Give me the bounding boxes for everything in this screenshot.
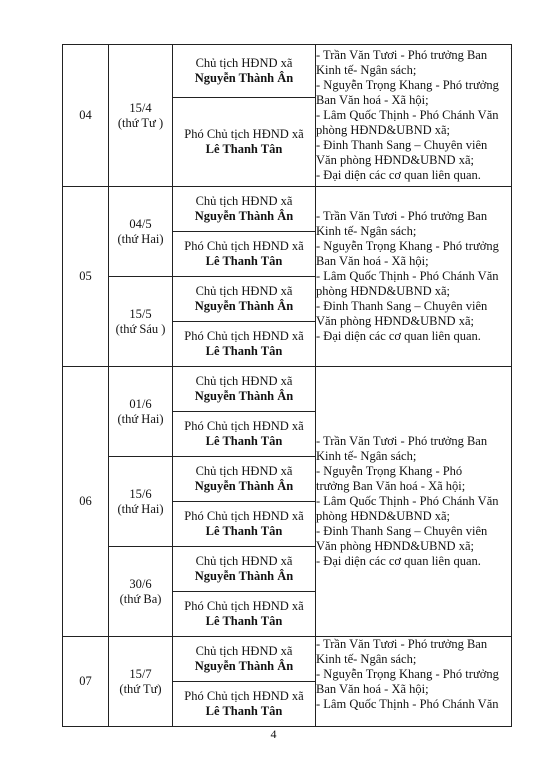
chair-cell — [173, 457, 316, 502]
vice-chair-role: Phó Chủ tịch HĐND xã — [184, 509, 304, 523]
vice-chair-name: Lê Thanh Tân — [205, 704, 283, 718]
chair-role: Chủ tịch HĐND xã — [195, 554, 293, 568]
date-text: 04/5 — [129, 216, 152, 231]
participants-cell — [316, 187, 512, 367]
weekday-text: (thứ Tư ) — [117, 115, 164, 130]
participant-line: Ban Văn hoá - Xã hội; — [316, 93, 429, 107]
chair-role: Chủ tịch HĐND xã — [195, 284, 293, 298]
vice-chair-role: Phó Chủ tịch HĐND xã — [184, 599, 304, 613]
vice-chair-name: Lê Thanh Tân — [205, 142, 283, 156]
vice-chair-cell — [173, 232, 316, 277]
chair-name: Nguyễn Thành Ân — [194, 659, 294, 673]
participant-line: - Nguyễn Trọng Khang - Phó trưởng — [316, 667, 499, 681]
vice-chair-role: Phó Chủ tịch HĐND xã — [184, 329, 304, 343]
vice-chair-role: Phó Chủ tịch HĐND xã — [184, 419, 304, 433]
vice-chair-role: Phó Chủ tịch HĐND xã — [184, 689, 304, 703]
month-cell: 04 — [63, 45, 109, 187]
vice-chair-name: Lê Thanh Tân — [205, 344, 283, 358]
weekday-text: (thứ Ba) — [119, 591, 162, 606]
participant-line: Ban Văn hoá - Xã hội; — [316, 254, 429, 268]
date-cell — [109, 637, 173, 727]
month-cell: 06 — [63, 367, 109, 637]
participant-line: phòng HĐND&UBND xã; — [316, 123, 451, 137]
participant-line: - Nguyễn Trọng Khang - Phó trưởng — [316, 78, 499, 92]
participants-cell — [316, 367, 512, 637]
participant-line: Kinh tế- Ngân sách; — [316, 224, 417, 238]
participant-line: - Trần Văn Tươi - Phó trưởng Ban — [316, 434, 488, 448]
chair-cell — [173, 277, 316, 322]
vice-chair-role: Phó Chủ tịch HĐND xã — [184, 239, 304, 253]
participant-line: phòng HĐND&UBND xã; — [316, 284, 451, 298]
chair-cell — [173, 187, 316, 232]
participant-line: phòng HĐND&UBND xã; — [316, 509, 451, 523]
participant-line: - Nguyễn Trọng Khang - Phó trưởng — [316, 239, 499, 253]
participant-line: - Lâm Quốc Thịnh - Phó Chánh Văn — [316, 108, 499, 122]
date-cell — [109, 547, 173, 637]
participant-line: - Nguyễn Trọng Khang - Phó — [316, 464, 463, 478]
date-cell — [109, 277, 173, 367]
vice-chair-cell — [173, 412, 316, 457]
participant-line: Văn phòng HĐND&UBND xã; — [316, 314, 474, 328]
vice-chair-name: Lê Thanh Tân — [205, 434, 283, 448]
vice-chair-cell — [173, 682, 316, 727]
participant-line: - Lâm Quốc Thịnh - Phó Chánh Văn — [316, 269, 499, 283]
table-row — [63, 45, 512, 98]
date-text: 01/6 — [129, 396, 152, 411]
participant-line: Kinh tế- Ngân sách; — [316, 63, 417, 77]
chair-cell — [173, 547, 316, 592]
participant-line: - Đinh Thanh Sang – Chuyên viên — [316, 138, 488, 152]
participant-line: Văn phòng HĐND&UBND xã; — [316, 539, 474, 553]
table-row — [63, 367, 512, 412]
chair-role: Chủ tịch HĐND xã — [195, 374, 293, 388]
chair-role: Chủ tịch HĐND xã — [195, 644, 293, 658]
vice-chair-name: Lê Thanh Tân — [205, 614, 283, 628]
chair-role: Chủ tịch HĐND xã — [195, 464, 293, 478]
page-number: 4 — [270, 727, 277, 741]
participants-cell — [316, 45, 512, 187]
table-row — [63, 187, 512, 232]
month-cell: 05 — [63, 187, 109, 367]
participant-line: - Đinh Thanh Sang – Chuyên viên — [316, 299, 488, 313]
participant-line: - Đinh Thanh Sang – Chuyên viên — [316, 524, 488, 538]
chair-name: Nguyễn Thành Ân — [194, 479, 294, 493]
date-cell — [109, 187, 173, 277]
table-row — [63, 637, 512, 682]
weekday-text: (thứ Hai) — [117, 231, 164, 246]
participant-line: Văn phòng HĐND&UBND xã; — [316, 153, 474, 167]
participant-line: Kinh tế- Ngân sách; — [316, 449, 417, 463]
date-text: 15/5 — [129, 306, 152, 321]
chair-name: Nguyễn Thành Ân — [194, 569, 294, 583]
participant-line: Kinh tế- Ngân sách; — [316, 652, 417, 666]
date-text: 15/4 — [129, 100, 152, 115]
date-cell — [109, 367, 173, 457]
chair-name: Nguyễn Thành Ân — [194, 299, 294, 313]
weekday-text: (thứ Hai) — [117, 501, 164, 516]
participant-line: - Đại diện các cơ quan liên quan. — [316, 168, 481, 182]
vice-chair-cell — [173, 98, 316, 187]
chair-cell — [173, 367, 316, 412]
chair-role: Chủ tịch HĐND xã — [195, 194, 293, 208]
vice-chair-name: Lê Thanh Tân — [205, 254, 283, 268]
participants-cell — [316, 637, 512, 727]
participant-line: - Trần Văn Tươi - Phó trưởng Ban — [316, 637, 488, 651]
participant-line: - Trần Văn Tươi - Phó trưởng Ban — [316, 209, 488, 223]
month-cell: 07 — [63, 637, 109, 727]
weekday-text: (thứ Tư) — [119, 681, 162, 696]
chair-name: Nguyễn Thành Ân — [194, 209, 294, 223]
participant-line: - Trần Văn Tươi - Phó trưởng Ban — [316, 48, 488, 62]
schedule-table — [62, 44, 512, 727]
date-text: 30/6 — [129, 576, 152, 591]
weekday-text: (thứ Hai) — [117, 411, 164, 426]
vice-chair-cell — [173, 592, 316, 637]
vice-chair-cell — [173, 322, 316, 367]
vice-chair-role: Phó Chủ tịch HĐND xã — [184, 127, 304, 141]
participant-line: Ban Văn hoá - Xã hội; — [316, 682, 429, 696]
date-text: 15/6 — [129, 486, 152, 501]
vice-chair-cell — [173, 502, 316, 547]
date-text: 15/7 — [129, 666, 152, 681]
weekday-text: (thứ Sáu ) — [115, 321, 166, 336]
chair-cell — [173, 45, 316, 98]
chair-cell — [173, 637, 316, 682]
chair-role: Chủ tịch HĐND xã — [195, 56, 293, 70]
participant-line: - Lâm Quốc Thịnh - Phó Chánh Văn — [316, 494, 499, 508]
participant-line: - Lâm Quốc Thịnh - Phó Chánh Văn — [316, 697, 499, 711]
participant-line: - Đại diện các cơ quan liên quan. — [316, 554, 481, 568]
vice-chair-name: Lê Thanh Tân — [205, 524, 283, 538]
participant-line: - Đại diện các cơ quan liên quan. — [316, 329, 481, 343]
participant-line: trưởng Ban Văn hoá - Xã hội; — [316, 479, 466, 493]
date-cell — [109, 457, 173, 547]
date-cell — [109, 45, 173, 187]
scan-mark: · — [509, 44, 513, 55]
chair-name: Nguyễn Thành Ân — [194, 71, 294, 85]
chair-name: Nguyễn Thành Ân — [194, 389, 294, 403]
